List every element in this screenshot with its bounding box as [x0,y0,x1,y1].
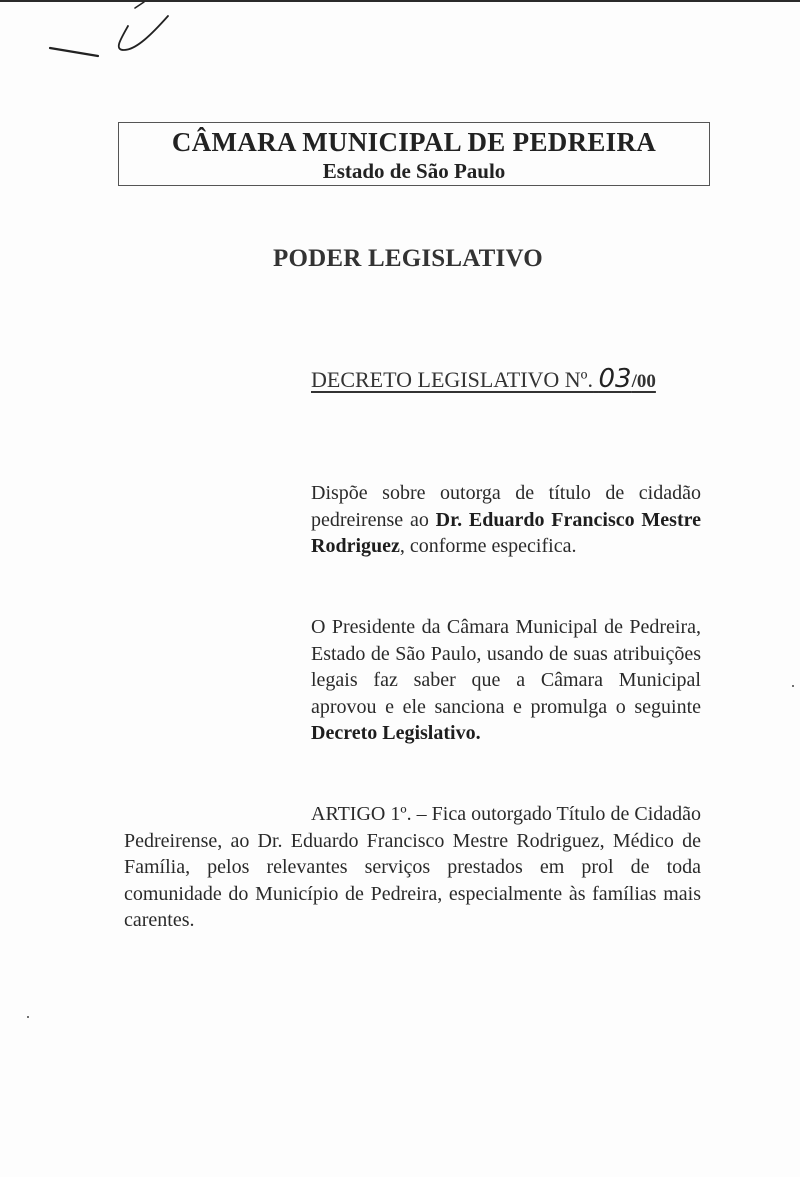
power-heading: PODER LEGISLATIVO [273,245,543,272]
preamble-bold-end: Decreto Legislativo. [311,722,481,744]
ementa-paragraph [311,480,701,560]
scan-speck [792,685,794,687]
decree-year: /00 [631,371,656,392]
handwritten-mark-icon [40,0,190,70]
article-1-text: – Fica outorgado Título de Cidadão Pedreirense, ao Dr. Eduardo Francisco Mestre Rodriguez, Médico de Família, pelos relevantes serviços prestados em prol de toda comunidade do Município de Pedreira, especialmente às famílias mais carentes. [124,803,702,931]
decree-number: 03 [598,364,632,394]
state-name: Estado de São Paulo [322,159,506,183]
chamber-name: CÂMARA MUNICIPAL DE PEDREIRA [171,127,657,157]
article-1-paragraph [124,801,701,934]
scan-speck [27,1016,29,1018]
ementa-honoree: Dr. Eduardo Francisco Mestre Rodriguez [311,508,701,557]
ementa-text-1: Dispõe sobre outorga de título de cidadão pedreirense ao [311,482,701,531]
ementa-text-2: , conforme especifica. [399,535,577,557]
article-1-label: ARTIGO 1º. [311,803,412,825]
decree-title [311,364,656,394]
preamble-text: O Presidente da Câmara Municipal de Pedreira, Estado de São Paulo, usando de suas atribuições legais faz saber que a Câmara Municipal aprovou e ele sanciona e promulga o seguinte [311,616,701,718]
preamble-paragraph [311,614,701,747]
letterhead-box [118,122,710,186]
decree-prefix: DECRETO LEGISLATIVO Nº. [311,367,594,392]
